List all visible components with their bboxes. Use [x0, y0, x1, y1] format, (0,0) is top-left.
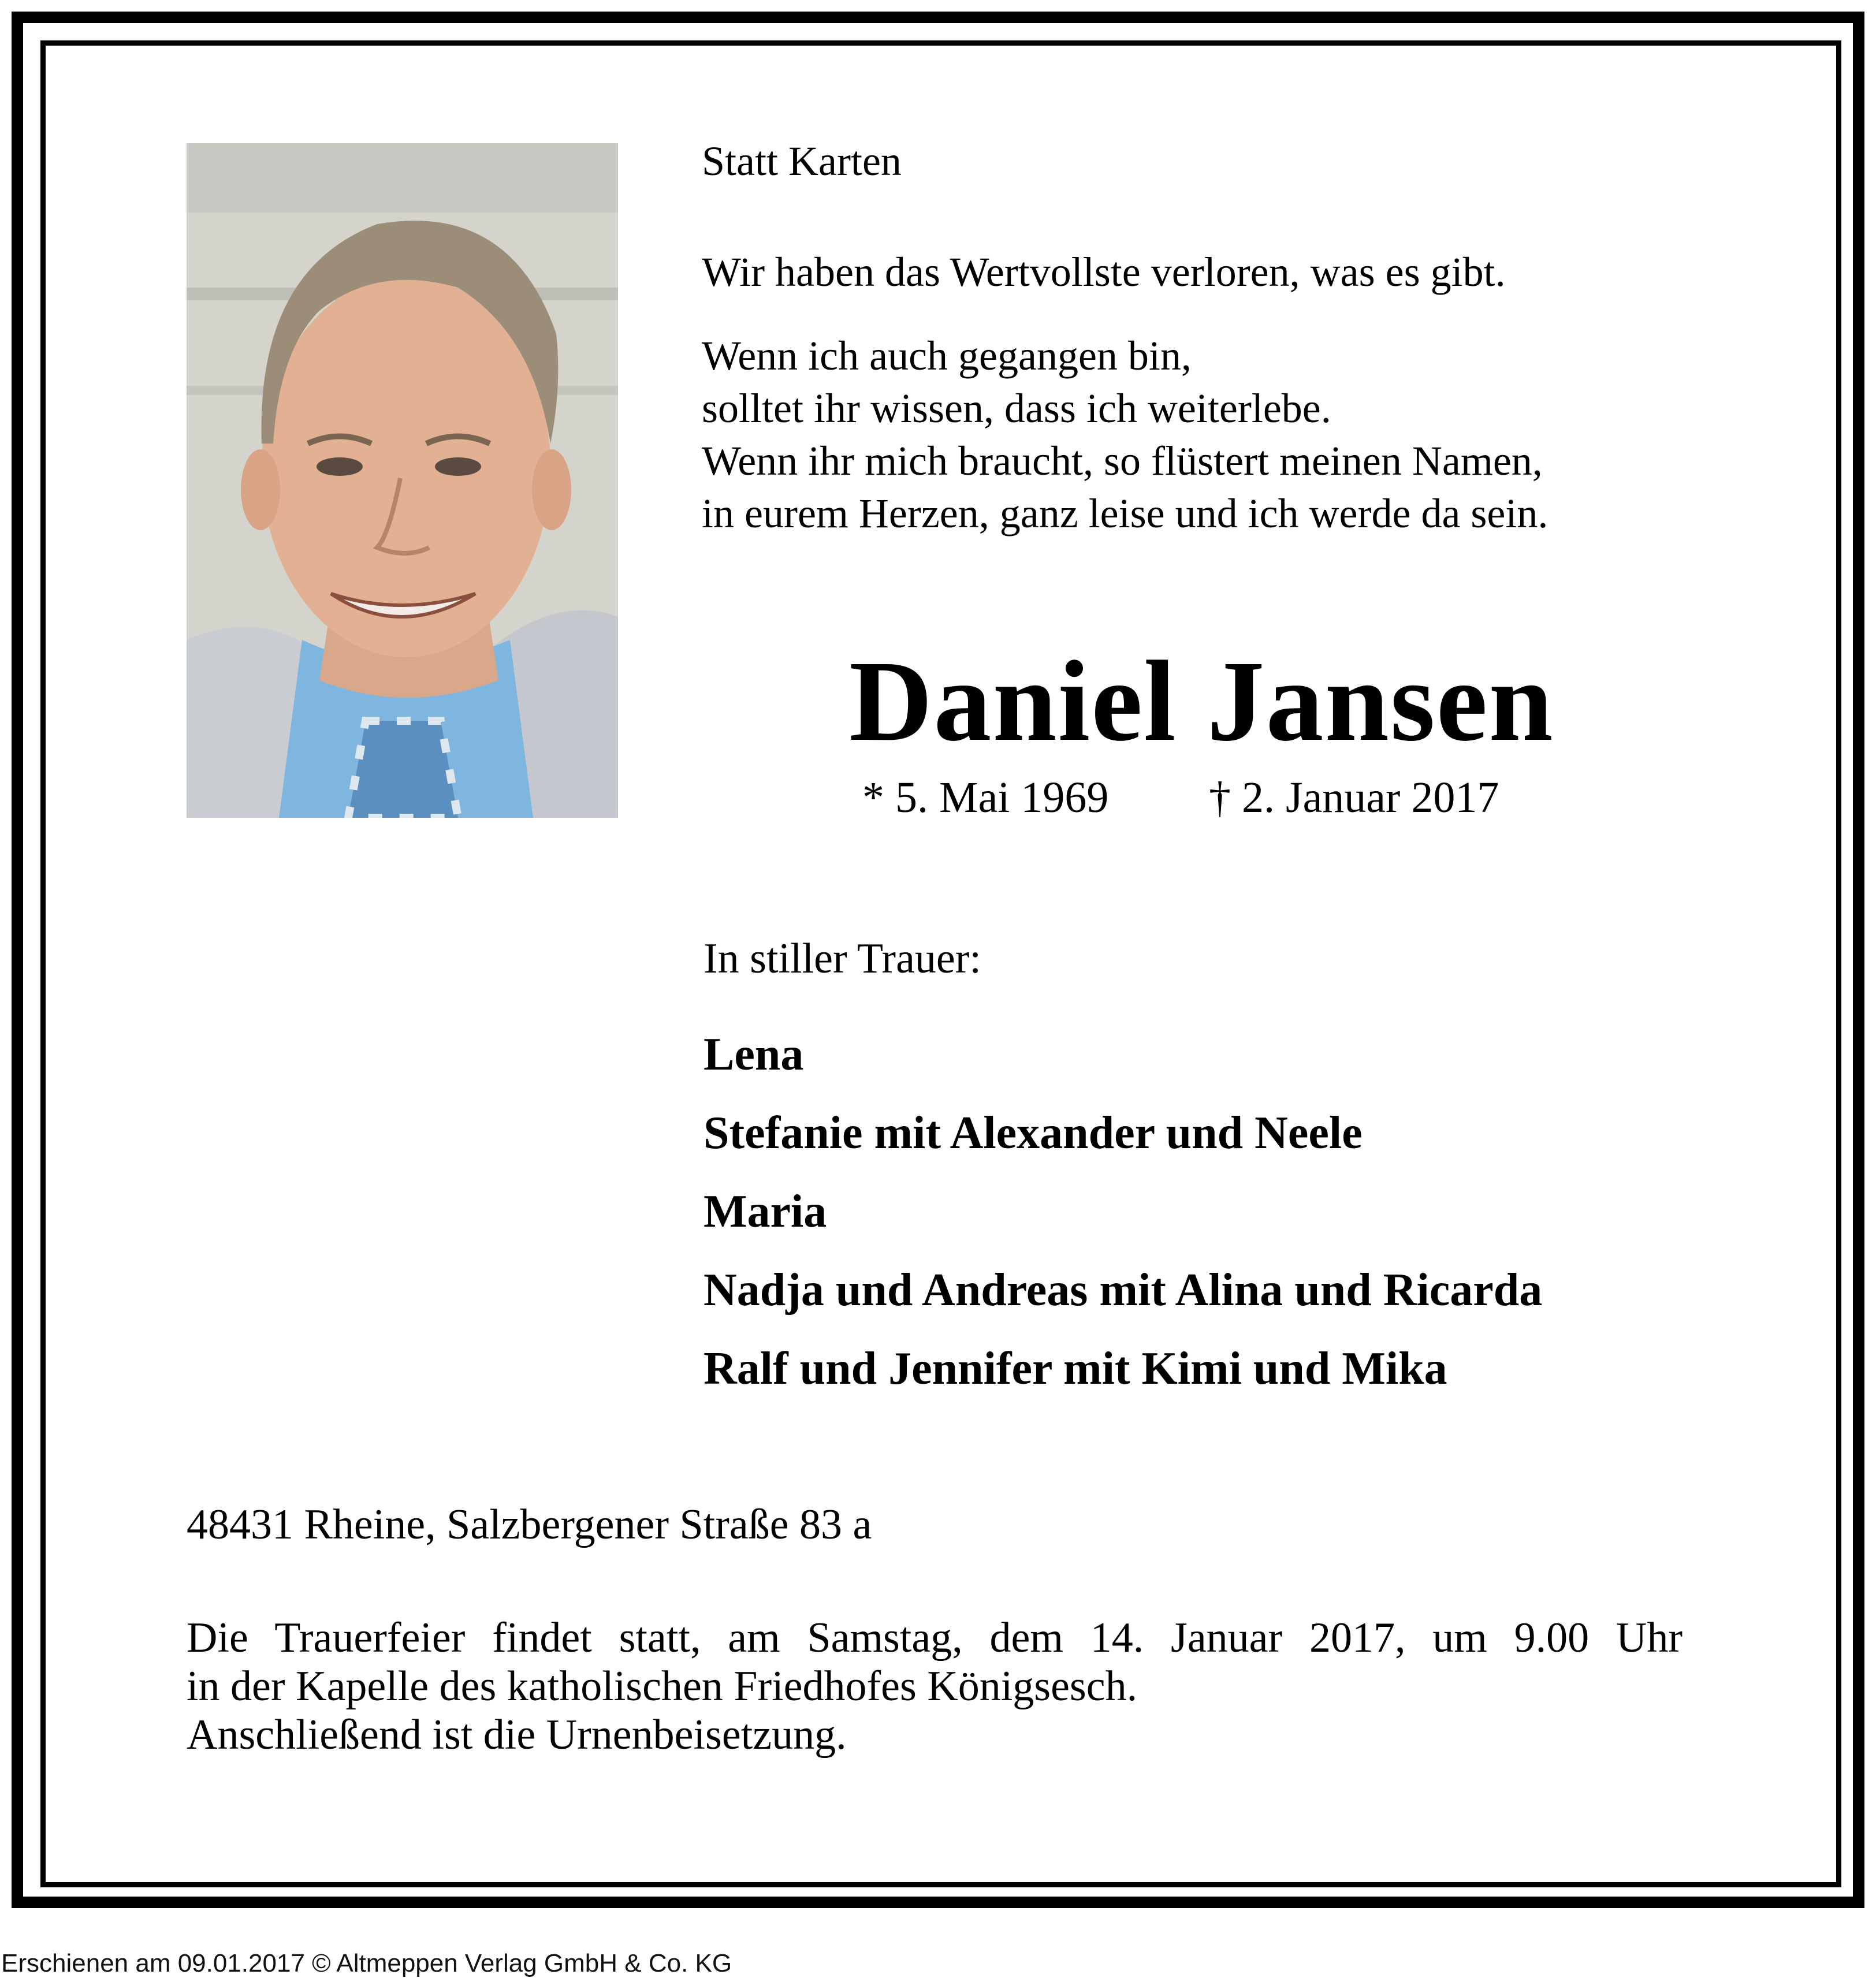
mourning-label: In stiller Trauer: — [704, 935, 981, 982]
publication-footer: Erschienen am 09.01.2017 © Altmeppen Verlag GmbH & Co. KG — [1, 1949, 732, 1977]
poem — [702, 330, 1548, 540]
mourner-entry: Stefanie mit Alexander und Neele — [704, 1108, 1363, 1159]
mourner-entry: Nadja und Andreas mit Alina und Ricarda — [704, 1265, 1543, 1316]
mourner-entry: Maria — [704, 1186, 827, 1237]
funeral-info — [187, 1614, 1683, 1759]
poem-line: Wenn ich auch gegangen bin, — [702, 333, 1192, 379]
deceased-name: Daniel Jansen — [849, 638, 1554, 765]
portrait-photo — [187, 143, 618, 818]
poem-line: Wenn ihr mich braucht, so flüstert meinen Namen, — [702, 438, 1543, 484]
address: 48431 Rheine, Salzbergener Straße 83 a — [187, 1501, 872, 1548]
funeral-line: Die Trauerfeier findet statt, am Samstag, dem 14. Januar 2017, um 9.00 Uhr — [187, 1614, 1683, 1662]
intro-line: Wir haben das Wertvollste verloren, was es gibt. — [702, 249, 1506, 295]
poem-line: in eurem Herzen, ganz leise und ich werde da sein. — [702, 490, 1549, 537]
birth-date: * 5. Mai 1969 — [862, 773, 1109, 822]
funeral-line: in der Kapelle des katholischen Friedhofes Königsesch. — [187, 1663, 1138, 1710]
funeral-line: Anschließend ist die Urnenbeisetzung. — [187, 1711, 847, 1759]
death-date: † 2. Januar 2017 — [1209, 773, 1499, 822]
header-statt-karten: Statt Karten — [702, 138, 902, 184]
mourner-entry: Ralf und Jennifer mit Kimi und Mika — [704, 1343, 1447, 1394]
poem-line: solltet ihr wissen, dass ich weiterlebe. — [702, 385, 1331, 431]
mourner-entry: Lena — [704, 1029, 804, 1080]
mourners-list — [704, 1015, 1542, 1408]
